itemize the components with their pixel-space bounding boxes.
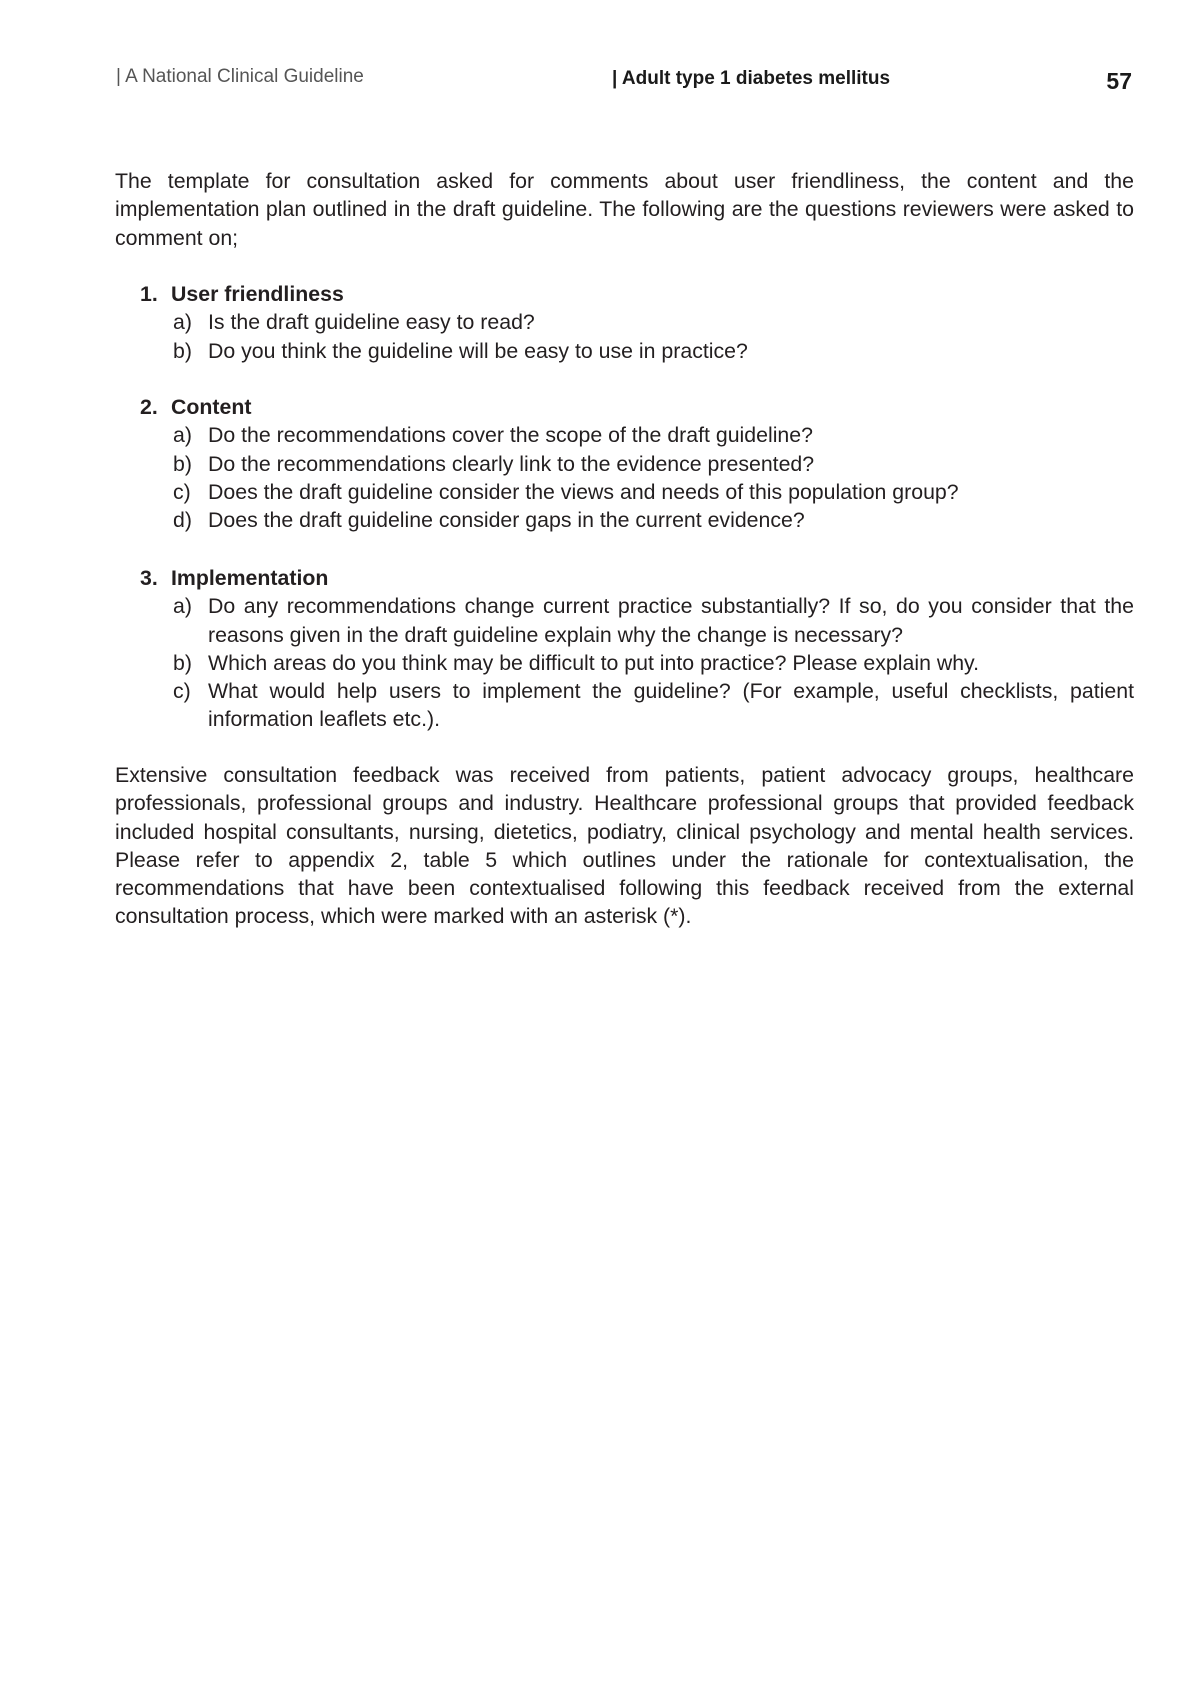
- question-text: Do the recommendations clearly link to the evidence presented?: [208, 451, 815, 476]
- question-text: Do any recommendations change current practice substantially? If so, do you consider that the reasons given in the draft guideline explain why the change is necessary?: [208, 594, 1134, 647]
- question-letter: b): [173, 451, 192, 476]
- section-heading: [140, 393, 1134, 421]
- question-letter: b): [173, 338, 192, 363]
- question-text: What would help users to implement the guideline? (For example, useful checklists, patient information leaflets etc.).: [208, 679, 1134, 732]
- question-text: Do you think the guideline will be easy to use in practice?: [208, 338, 748, 363]
- question-text: Does the draft guideline consider the views and needs of this population group?: [208, 479, 959, 504]
- question-text: Is the draft guideline easy to read?: [208, 310, 535, 335]
- question-list: [140, 421, 1134, 534]
- question-section-user-friendliness: [140, 280, 1134, 365]
- running-header-title: | Adult type 1 diabetes mellitus: [612, 68, 891, 89]
- question-text: Does the draft guideline consider gaps in the current evidence?: [208, 508, 805, 533]
- intro-paragraph: The template for consultation asked for comments about user friendliness, the content and the implementation plan outlined in the draft guideline. The following are the questions reviewers were asked to comment on;: [115, 169, 1134, 250]
- question-item: [140, 450, 1134, 478]
- question-item: [140, 337, 1134, 365]
- question-letter: a): [173, 594, 192, 619]
- running-header-publication: | A National Clinical Guideline: [116, 66, 364, 87]
- question-list: [140, 308, 1134, 365]
- question-item: [140, 478, 1134, 506]
- question-letter: c): [173, 479, 191, 504]
- section-number: 2.: [140, 395, 158, 419]
- section-title: User friendliness: [171, 282, 344, 306]
- section-heading: [140, 280, 1134, 308]
- question-text: Do the recommendations cover the scope of the draft guideline?: [208, 423, 813, 448]
- section-heading: [140, 564, 1134, 592]
- question-letter: a): [173, 310, 192, 335]
- question-item: [140, 421, 1134, 449]
- section-number: 1.: [140, 282, 158, 306]
- question-item: [140, 308, 1134, 336]
- question-list: [140, 592, 1134, 733]
- section-title: Implementation: [171, 566, 329, 590]
- question-item: [140, 592, 1134, 649]
- question-section-implementation: [140, 564, 1134, 734]
- question-letter: d): [173, 508, 192, 533]
- page-number: 57: [1106, 68, 1132, 94]
- section-title: Content: [171, 395, 252, 419]
- question-text: Which areas do you think may be difficult to put into practice? Please explain why.: [208, 650, 980, 675]
- question-item: [140, 649, 1134, 677]
- question-letter: a): [173, 423, 192, 448]
- feedback-paragraph: Extensive consultation feedback was received from patients, patient advocacy groups, healthcare professionals, professional groups and industry. Healthcare professional groups that provided feedback included hospital consultants, nursing, dietetics, podiatry, clinical psychology and mental health services. Please refer to appendix 2, table 5 which outlines under the rationale for contextualisation, the recommendations that have been contextualised following this feedback received from the external consultation process, which were marked with an asterisk (*).: [115, 763, 1134, 929]
- question-letter: c): [173, 679, 191, 704]
- question-letter: b): [173, 650, 192, 675]
- question-section-content: [140, 393, 1134, 534]
- question-item: [140, 506, 1134, 534]
- section-number: 3.: [140, 566, 158, 590]
- question-item: [140, 677, 1134, 734]
